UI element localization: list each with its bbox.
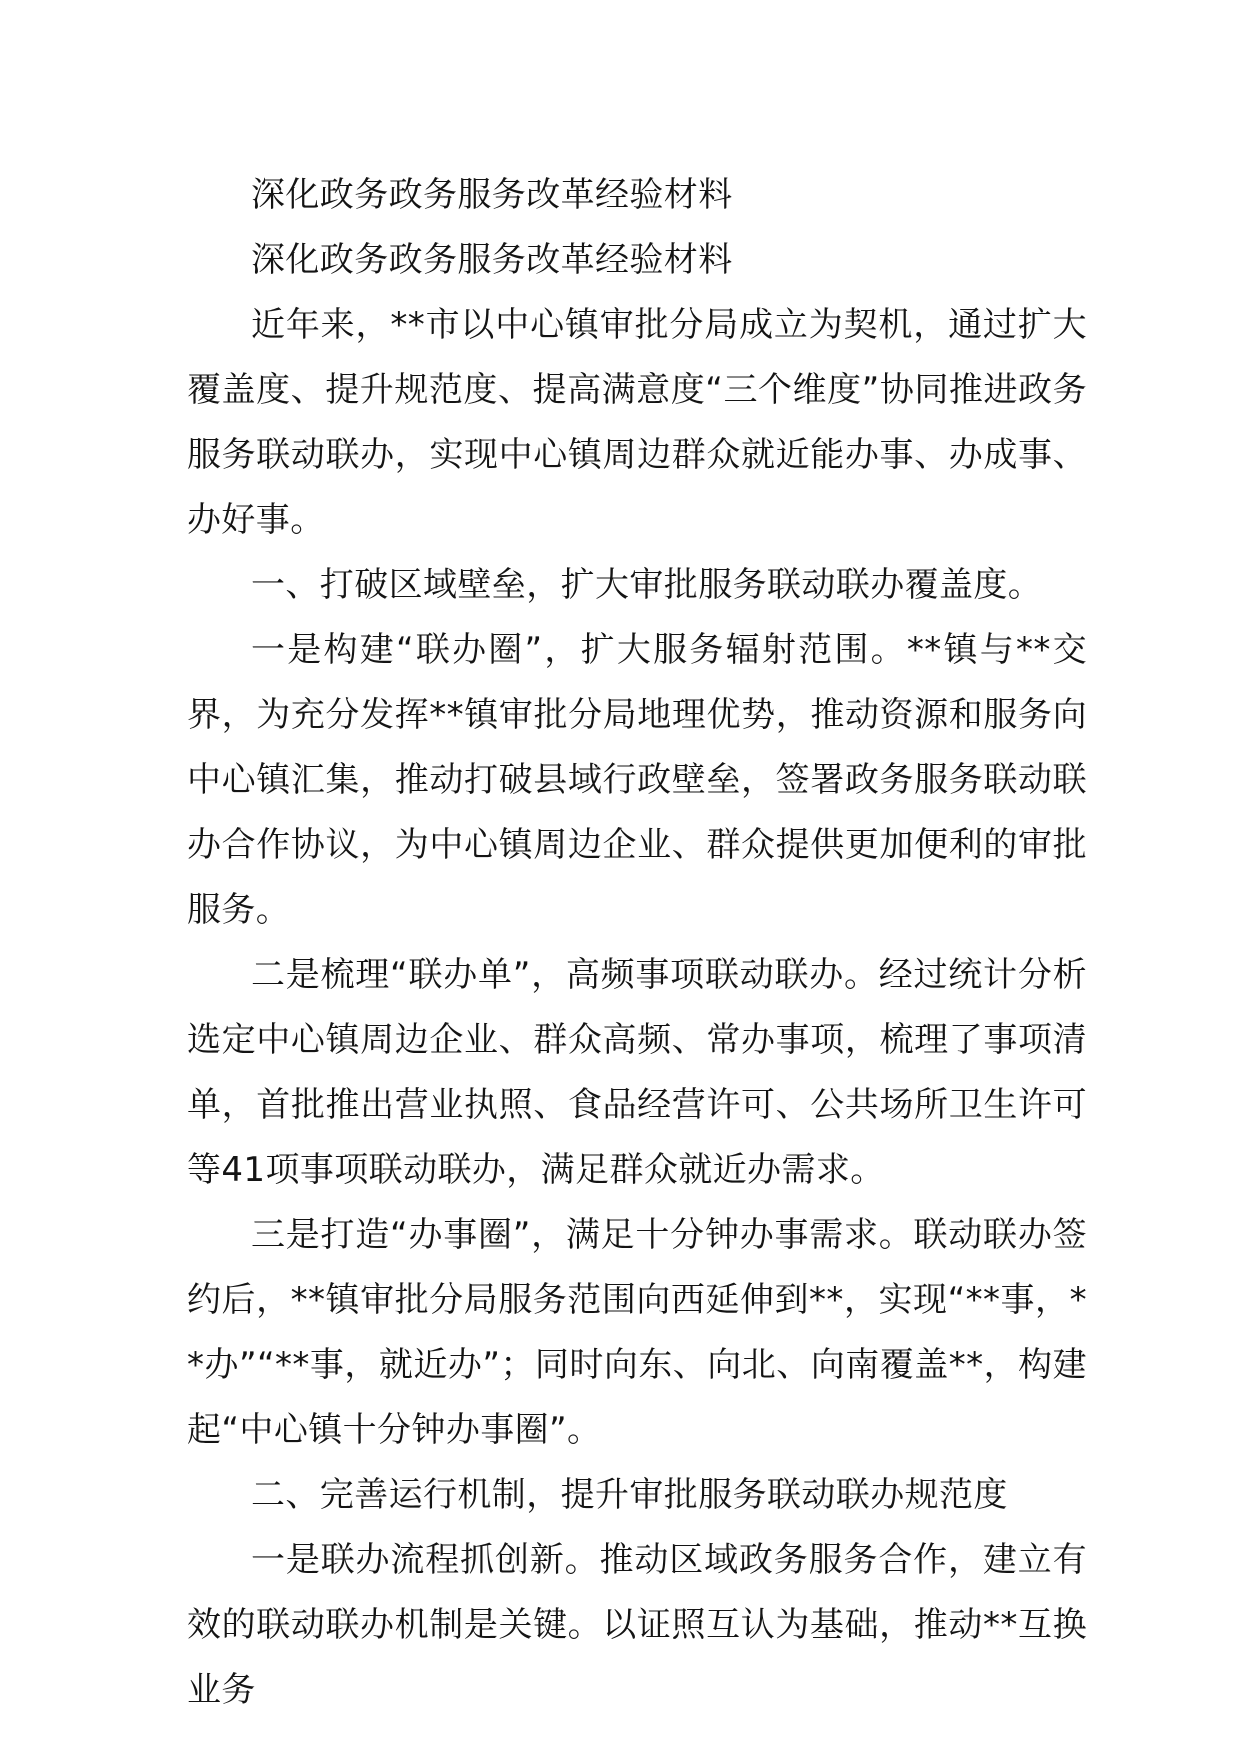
body-paragraph: 二是梳理“联办单”，高频事项联动联办。经过统计分析选定中心镇周边企业、群众高频、常办事项，梳理了事项清单，首批推出营业执照、食品经营许可、公共场所卫生许可等41项事项联动联办，满足群众就近办需求。 [187,955,1087,1190]
section-heading-2: 二、完善运行机制，提升审批服务联动联办规范度 [251,1475,1008,1515]
body-paragraph: 一是联办流程抓创新。推动区域政务服务合作，建立有效的联动联办机制是关键。以证照互认为基础，推动**互换业务 [187,1540,1087,1710]
body-paragraph: 一是构建“联办圈”，扩大服务辐射范围。**镇与**交界，为充分发挥**镇审批分局地理优势，推动资源和服务向中心镇汇集，推动打破县域行政壁垒，签署政务服务联动联办合作协议，为中心镇周边企业、群众提供更加便利的审批服务。 [187,630,1087,930]
intro-paragraph: 近年来，**市以中心镇审批分局成立为契机，通过扩大覆盖度、提升规范度、提高满意度“三个维度”协同推进政务服务联动联办，实现中心镇周边群众就近能办事、办成事、办好事。 [187,305,1087,540]
section-heading-1: 一、打破区域壁垒，扩大审批服务联动联办覆盖度。 [251,565,1043,605]
document-title: 深化政务政务服务改革经验材料 [251,175,733,215]
document-body [187,163,1087,1723]
document-subtitle: 深化政务政务服务改革经验材料 [251,240,733,280]
body-paragraph: 三是打造“办事圈”，满足十分钟办事需求。联动联办签约后，**镇审批分局服务范围向西延伸到**，实现“**事，**办”“**事，就近办”；同时向东、向北、向南覆盖**，构建起“中心镇十分钟办事圈”。 [187,1215,1087,1450]
